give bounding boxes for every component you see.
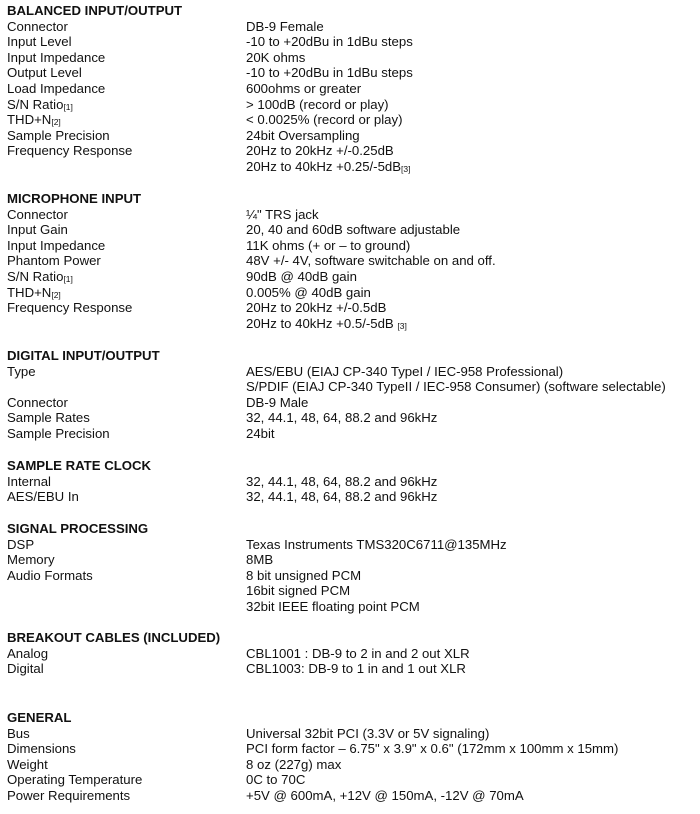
spec-label [7,568,93,584]
spec-value [246,285,697,301]
spec-label-text: Phantom Power [7,253,101,269]
spec-row [7,50,697,66]
spec-value [246,772,697,788]
spec-value-text: 32, 44.1, 48, 64, 88.2 and 96kHz [246,410,438,426]
spec-value [246,81,697,97]
spec-label [7,537,34,553]
spec-values [246,646,697,662]
spec-label-text: Dimensions [7,741,76,757]
spec-value-text: 8 oz (227g) max [246,756,342,772]
spec-value [246,379,697,395]
spec-value [246,552,697,568]
spec-values [246,269,697,285]
spec-row [7,474,697,490]
spec-label-text: Operating Temperature [7,772,143,788]
spec-values [246,143,697,174]
spec-values [246,661,697,677]
spec-values [246,97,697,113]
spec-label [7,65,82,81]
spec-values [246,300,697,331]
spec-values [246,34,697,50]
spec-label-text: Internal [7,473,51,489]
spec-value-text: AES/EBU (EIAJ CP-340 TypeI / IEC-958 Professional) [246,363,564,379]
spec-row [7,537,697,553]
spec-value [246,19,697,35]
spec-values [246,81,697,97]
spec-label-text: Output Level [7,65,82,81]
spec-label [7,364,36,380]
spec-label [7,772,142,788]
spec-row [7,757,697,773]
spec-values [246,552,697,568]
spec-value-text: 0C to 70C [246,772,306,788]
spec-row [7,364,697,395]
spec-value-text: DB-9 Male [246,394,309,410]
spec-row [7,489,697,505]
spec-value-text: 8 bit unsigned PCM [246,567,362,583]
spec-values [246,19,697,35]
spec-values [246,726,697,742]
spec-row [7,81,697,97]
section-sample-rate-clock [7,458,697,505]
spec-value [246,599,697,615]
section-general [7,710,697,804]
spec-value-text: 32, 44.1, 48, 64, 88.2 and 96kHz [246,489,438,505]
spec-label [7,143,132,159]
spec-label [7,646,48,662]
spec-value-text: -10 to +20dBu in 1dBu steps [246,34,413,50]
spec-label-text: Audio Formats [7,567,93,583]
spec-value-text: < 0.0025% (record or play) [246,112,403,128]
spec-values [246,112,697,128]
spec-row [7,207,697,223]
spec-label [7,395,68,411]
spec-label-text: Input Impedance [7,237,106,253]
spec-value-text: S/PDIF (EIAJ CP-340 TypeII / IEC-958 Consumer) (software selectable) [246,379,666,395]
spec-row [7,222,697,238]
spec-value [246,128,697,144]
spec-label-text: Load Impedance [7,80,106,96]
spec-label [7,300,132,316]
spec-value [246,207,697,223]
spec-value [246,489,697,505]
spec-label [7,253,101,269]
spec-values [246,757,697,773]
spec-value [246,253,697,269]
spec-label-text: Bus [7,725,30,741]
spec-value [246,568,697,584]
spec-label-text: THD+N [7,112,52,128]
spec-row [7,253,697,269]
spec-value-text: 24bit Oversampling [246,127,360,143]
spec-value-text: > 100dB (record or play) [246,96,389,112]
spec-value [246,426,697,442]
spec-label [7,207,68,223]
spec-label-text: Input Level [7,34,72,50]
spec-value-text: CBL1001 : DB-9 to 2 in and 2 out XLR [246,645,470,661]
spec-value-text: 0.005% @ 40dB gain [246,284,371,300]
spec-value [246,112,697,128]
spec-value [246,757,697,773]
spec-label-text: Input Gain [7,222,68,238]
spec-label-text: Frequency Response [7,143,133,159]
spec-values [246,772,697,788]
spec-label [7,34,72,50]
footnote-ref: [2] [51,289,61,300]
spec-row [7,726,697,742]
spec-label [7,97,73,113]
spec-values [246,410,697,426]
spec-label [7,726,30,742]
spec-label [7,661,44,677]
spec-values [246,489,697,505]
spec-values [246,741,697,757]
spec-value-text: 8MB [246,552,274,568]
spec-value [246,222,697,238]
spec-label-text: DSP [7,536,35,552]
spec-values [246,474,697,490]
spec-label-text: S/N Ratio [7,268,64,284]
section-balanced-io [7,3,697,175]
spec-value [246,65,697,81]
spec-label [7,410,90,426]
spec-value-text: 24bit [246,425,275,441]
spec-value [246,661,697,677]
spec-value [246,646,697,662]
spec-values [246,253,697,269]
spec-values [246,788,697,804]
spec-row [7,285,697,301]
footnote-ref: [1] [63,101,73,112]
spec-label-text: AES/EBU In [7,489,79,505]
section-digital-io [7,348,697,442]
section-heading: BALANCED INPUT/OUTPUT [7,3,183,18]
spec-value-text: PCI form factor – 6.75" x 3.9" x 0.6" (172mm x 100mm x 15mm) [246,741,619,757]
spec-label-text: Memory [7,552,55,568]
spec-value [246,97,697,113]
spec-row [7,300,697,331]
spec-row [7,646,697,662]
spec-value-text: -10 to +20dBu in 1dBu steps [246,65,413,81]
spec-row [7,97,697,113]
spec-value [246,34,697,50]
spec-label-text: Digital [7,661,44,677]
spec-values [246,568,697,615]
footnote-ref: [3] [401,163,411,174]
spec-value [246,583,697,599]
spec-value-text: 20Hz to 20kHz +/-0.25dB [246,143,394,159]
spec-label-text: Frequency Response [7,300,133,316]
spec-value [246,50,697,66]
spec-label-text: Connector [7,18,68,34]
spec-values [246,65,697,81]
spec-row [7,143,697,174]
spec-label [7,489,79,505]
spec-values [246,238,697,254]
spec-value [246,143,697,159]
spec-value-text: 20Hz to 20kHz +/-0.5dB [246,300,387,316]
spec-label [7,222,68,238]
section-heading: MICROPHONE INPUT [7,191,142,206]
spec-values [246,128,697,144]
section-signal-processing [7,521,697,615]
spec-label-text: Input Impedance [7,49,106,65]
spec-values [246,222,697,238]
section-microphone-input [7,191,697,331]
spec-value [246,741,697,757]
spec-label [7,81,105,97]
spec-value-text: Texas Instruments TMS320C6711@135MHz [246,536,507,552]
spec-label [7,757,48,773]
spec-row [7,568,697,615]
spec-values [246,50,697,66]
spec-values [246,395,697,411]
spec-value-text: CBL1003: DB-9 to 1 in and 1 out XLR [246,661,466,677]
footnote-ref: [1] [63,273,73,284]
spec-value [246,726,697,742]
spec-label [7,112,61,128]
footnote-ref: [3] [397,320,407,331]
spec-label [7,552,55,568]
section-heading: BREAKOUT CABLES (INCLUDED) [7,630,221,645]
spec-label-text: Sample Rates [7,410,90,426]
footnote-ref: [2] [51,117,61,128]
spec-value-text: 11K ohms (+ or – to ground) [246,237,411,253]
spec-label [7,474,51,490]
spec-value-text: DB-9 Female [246,18,324,34]
spec-row [7,112,697,128]
spec-row [7,410,697,426]
spec-label-text: Sample Precision [7,425,110,441]
spec-label [7,285,61,301]
spec-row [7,128,697,144]
spec-values [246,207,697,223]
spec-value-text: 20Hz to 40kHz +0.5/-5dB [246,315,398,331]
spec-label-text: Power Requirements [7,787,131,803]
spec-row [7,395,697,411]
spec-value [246,364,697,380]
spec-value-text: 32bit IEEE floating point PCM [246,598,420,614]
spec-value [246,395,697,411]
spec-label-text: Connector [7,206,68,222]
spec-row [7,426,697,442]
spec-label [7,50,105,66]
spec-row [7,788,697,804]
spec-value-text: 20, 40 and 60dB software adjustable [246,222,461,238]
spec-value-text: 20K ohms [246,49,306,65]
spec-value-text: 600ohms or greater [246,80,362,96]
spec-value-text: 20Hz to 40kHz +0.25/-5dB [246,158,402,174]
spec-value-text: ¼" TRS jack [246,206,319,222]
spec-value [246,269,697,285]
spec-label [7,238,105,254]
spec-value [246,159,697,175]
spec-label [7,741,76,757]
spec-values [246,426,697,442]
spec-value-text: 16bit signed PCM [246,583,351,599]
spec-row [7,552,697,568]
section-heading: SIGNAL PROCESSING [7,521,149,536]
spec-label-text: THD+N [7,284,52,300]
spec-values [246,364,697,395]
section-heading: SAMPLE RATE CLOCK [7,458,152,473]
spec-value [246,238,697,254]
spec-row [7,772,697,788]
spec-row [7,741,697,757]
spec-label-text: Weight [7,756,48,772]
spec-value-text: 32, 44.1, 48, 64, 88.2 and 96kHz [246,473,438,489]
section-heading: GENERAL [7,710,72,725]
spec-label [7,788,130,804]
spec-label [7,128,110,144]
section-breakout-cables [7,630,697,677]
spec-value [246,474,697,490]
spec-label-text: Sample Precision [7,127,110,143]
spec-value [246,788,697,804]
spec-label-text: Analog [7,645,49,661]
spec-value [246,316,697,332]
spec-label [7,269,73,285]
spec-value-text: Universal 32bit PCI (3.3V or 5V signaling) [246,725,490,741]
spec-label [7,426,110,442]
spec-label-text: Type [7,363,36,379]
spec-label-text: Connector [7,394,68,410]
spec-row [7,238,697,254]
spec-row [7,269,697,285]
spec-value [246,300,697,316]
spec-label-text: S/N Ratio [7,96,64,112]
spec-value [246,410,697,426]
spec-row [7,661,697,677]
spec-label [7,19,68,35]
spec-values [246,285,697,301]
spec-value-text: 48V +/- 4V, software switchable on and off. [246,253,496,269]
spec-row [7,19,697,35]
spec-value-text: 90dB @ 40dB gain [246,268,357,284]
spec-value-text: +5V @ 600mA, +12V @ 150mA, -12V @ 70mA [246,787,524,803]
spec-row [7,65,697,81]
spec-values [246,537,697,553]
section-heading: DIGITAL INPUT/OUTPUT [7,348,160,363]
spec-row [7,34,697,50]
spec-value [246,537,697,553]
